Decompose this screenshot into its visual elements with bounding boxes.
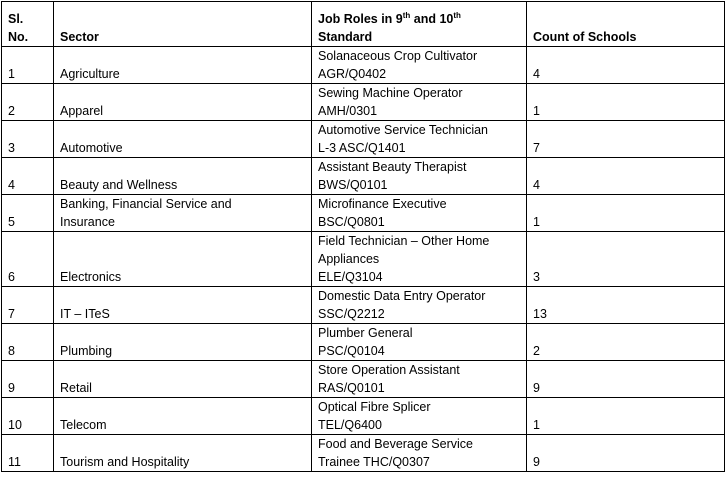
header-job-roles bbox=[312, 2, 527, 47]
job-role-line: RAS/Q0101 bbox=[318, 381, 385, 395]
cell-job-role bbox=[312, 121, 527, 158]
header-count bbox=[527, 2, 725, 47]
header-count-label: Count of Schools bbox=[533, 30, 637, 44]
cell-job-role bbox=[312, 84, 527, 121]
table-row bbox=[2, 324, 725, 361]
cell-count: 4 bbox=[527, 47, 725, 84]
job-role-line: Assistant Beauty Therapist bbox=[318, 160, 467, 174]
cell-sector: Telecom bbox=[54, 398, 312, 435]
cell-job-role bbox=[312, 232, 527, 287]
cell-sector: IT – ITeS bbox=[54, 287, 312, 324]
table-row bbox=[2, 361, 725, 398]
job-role-line: Microfinance Executive bbox=[318, 197, 447, 211]
job-role-line: BWS/Q0101 bbox=[318, 178, 388, 192]
sector-line: Banking, Financial Service and bbox=[60, 197, 232, 211]
table-row bbox=[2, 287, 725, 324]
job-role-line: Food and Beverage Service bbox=[318, 437, 473, 451]
header-job-roles-prefix: Job Roles in 9 bbox=[318, 12, 403, 26]
cell-sector bbox=[54, 195, 312, 232]
cell-count: 3 bbox=[527, 232, 725, 287]
cell-sl-no: 5 bbox=[2, 195, 54, 232]
cell-sl-no: 3 bbox=[2, 121, 54, 158]
cell-sector: Beauty and Wellness bbox=[54, 158, 312, 195]
job-role-line: SSC/Q2212 bbox=[318, 307, 385, 321]
cell-job-role bbox=[312, 435, 527, 472]
job-role-line: AGR/Q0402 bbox=[318, 67, 387, 81]
job-role-line: Solanaceous Crop Cultivator bbox=[318, 49, 478, 63]
cell-job-role bbox=[312, 361, 527, 398]
job-role-line: BSC/Q0801 bbox=[318, 215, 385, 229]
table-body bbox=[2, 47, 725, 472]
cell-count: 7 bbox=[527, 121, 725, 158]
job-role-line: Field Technician – Other Home bbox=[318, 234, 490, 248]
cell-count: 1 bbox=[527, 84, 725, 121]
job-role-line: PSC/Q0104 bbox=[318, 344, 385, 358]
cell-job-role bbox=[312, 47, 527, 84]
cell-sl-no: 1 bbox=[2, 47, 54, 84]
cell-sl-no: 2 bbox=[2, 84, 54, 121]
cell-sector: Agriculture bbox=[54, 47, 312, 84]
job-role-line: Domestic Data Entry Operator bbox=[318, 289, 486, 303]
table-row bbox=[2, 195, 725, 232]
job-role-line: Trainee THC/Q0307 bbox=[318, 455, 430, 469]
cell-count: 4 bbox=[527, 158, 725, 195]
cell-sl-no: 8 bbox=[2, 324, 54, 361]
cell-sector: Tourism and Hospitality bbox=[54, 435, 312, 472]
job-role-line: L-3 ASC/Q1401 bbox=[318, 141, 406, 155]
cell-count: 1 bbox=[527, 195, 725, 232]
cell-job-role bbox=[312, 398, 527, 435]
header-sl-line1: Sl. bbox=[8, 12, 24, 26]
header-job-roles-sup1: th bbox=[402, 10, 411, 20]
table-row bbox=[2, 398, 725, 435]
table-row bbox=[2, 84, 725, 121]
header-job-roles-mid: and 10 bbox=[410, 12, 454, 26]
job-role-line: Store Operation Assistant bbox=[318, 363, 460, 377]
job-role-line: Appliances bbox=[318, 252, 380, 266]
cell-count: 13 bbox=[527, 287, 725, 324]
header-job-roles-line2: Standard bbox=[318, 30, 373, 44]
cell-sl-no: 7 bbox=[2, 287, 54, 324]
job-role-line: Optical Fibre Splicer bbox=[318, 400, 431, 414]
job-roles-table bbox=[1, 1, 725, 472]
header-sl-no bbox=[2, 2, 54, 47]
table-row bbox=[2, 435, 725, 472]
cell-count: 9 bbox=[527, 361, 725, 398]
cell-sl-no: 10 bbox=[2, 398, 54, 435]
cell-job-role bbox=[312, 158, 527, 195]
cell-sl-no: 9 bbox=[2, 361, 54, 398]
cell-sector: Apparel bbox=[54, 84, 312, 121]
cell-count: 2 bbox=[527, 324, 725, 361]
cell-job-role bbox=[312, 324, 527, 361]
job-role-line: TEL/Q6400 bbox=[318, 418, 382, 432]
table-row bbox=[2, 158, 725, 195]
cell-sector: Electronics bbox=[54, 232, 312, 287]
job-role-line: AMH/0301 bbox=[318, 104, 378, 118]
cell-sector: Automotive bbox=[54, 121, 312, 158]
cell-sl-no: 11 bbox=[2, 435, 54, 472]
cell-sector: Retail bbox=[54, 361, 312, 398]
job-role-line: ELE/Q3104 bbox=[318, 270, 383, 284]
header-job-roles-sup2: th bbox=[453, 10, 461, 20]
table-row bbox=[2, 47, 725, 84]
cell-sl-no: 4 bbox=[2, 158, 54, 195]
job-role-line: Plumber General bbox=[318, 326, 413, 340]
cell-sector: Plumbing bbox=[54, 324, 312, 361]
header-sl-line2: No. bbox=[8, 30, 29, 44]
cell-job-role bbox=[312, 287, 527, 324]
header-sector-label: Sector bbox=[60, 30, 99, 44]
header-sector bbox=[54, 2, 312, 47]
cell-sl-no: 6 bbox=[2, 232, 54, 287]
sector-line: Insurance bbox=[60, 215, 115, 229]
cell-count: 9 bbox=[527, 435, 725, 472]
table-header-row bbox=[2, 2, 725, 47]
cell-count: 1 bbox=[527, 398, 725, 435]
job-role-line: Automotive Service Technician bbox=[318, 123, 488, 137]
cell-job-role bbox=[312, 195, 527, 232]
table-row bbox=[2, 232, 725, 287]
table-row bbox=[2, 121, 725, 158]
job-role-line: Sewing Machine Operator bbox=[318, 86, 463, 100]
header-job-roles-line1 bbox=[318, 10, 526, 28]
